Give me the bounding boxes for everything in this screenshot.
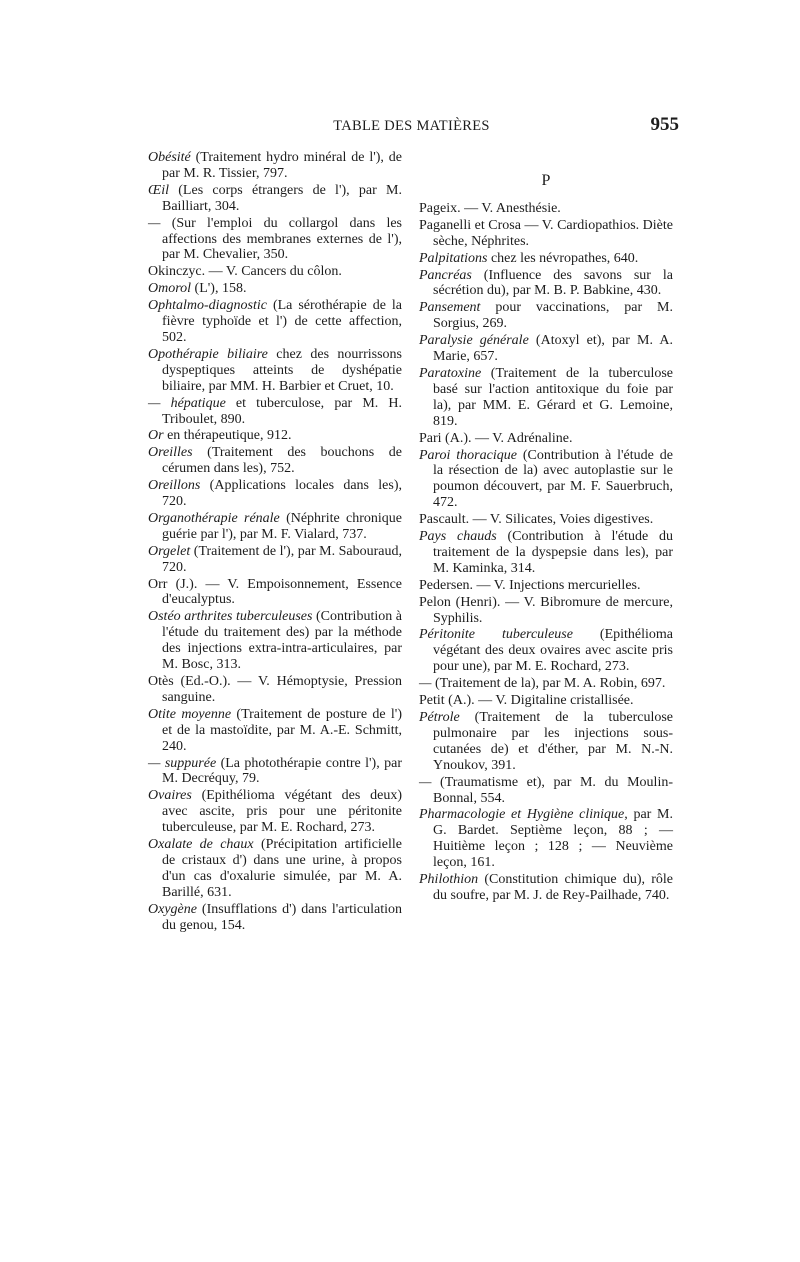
entry-text: Pageix. — V. Anesthésie. [419, 200, 561, 216]
entry-heading: — suppurée [148, 755, 217, 771]
entry-text: (Traitement de la tuberculose pulmonaire par les injections sous-cutanées de) et d'éther, par M. N.-N. Ynoukov, 391. [433, 710, 673, 773]
index-entry [419, 300, 673, 332]
entry-text: Otès (Ed.-O.). — V. Hémoptysie, Pression sanguine. [148, 674, 402, 705]
entry-heading: — [419, 676, 435, 692]
index-entry [419, 578, 673, 594]
entry-text: Okinczyc. — V. Cancers du côlon. [148, 264, 342, 280]
index-entry [148, 281, 402, 297]
index-entry [419, 268, 673, 300]
index-entry [148, 707, 402, 755]
entry-text: (Traitement de posture de l') et de la mastoïdite, par M. A.-E. Schmitt, 240. [162, 706, 402, 754]
index-entry [419, 595, 673, 627]
index-entry [419, 448, 673, 512]
index-entry [148, 298, 402, 346]
entry-text: (Contribution à l'étude de la résection de la) avec autoplastie sur le poumon découvert, par M. F. Sauerbruch, 472. [433, 447, 673, 511]
entry-text: Orr (J.). — V. Empoisonnement, Essence d'eucalyptus. [148, 576, 402, 608]
entry-heading: Péritonite tuberculeuse [419, 627, 573, 643]
entry-text: chez les névropathes, 640. [487, 250, 639, 266]
entry-text: (Epithélioma végétant des deux) avec ascite, pris pour une péritonite tuberculeuse, par M. E. Rochard, 273. [162, 788, 402, 836]
entry-heading: Pharmacologie et Hygiène clinique [419, 807, 625, 823]
entry-text: (Sur l'emploi du collargol dans les affections des membranes externes de l'), par M. Chevalier, 350. [162, 215, 402, 263]
index-entry [148, 544, 402, 576]
entry-text: (Constitution chimique du), rôle du soufre, par M. J. de Rey-Pailhade, 740. [433, 872, 673, 903]
index-entry [419, 431, 673, 447]
entry-heading: Philothion [419, 872, 479, 888]
entry-text: chez des nourrissons dyspeptiques atteints de dyshépatie biliaire, par MM. H. Barbier et Cruet, 10. [162, 346, 402, 394]
entry-text: (Influence des savons sur la sécrétion du), par M. B. P. Babkine, 430. [433, 267, 673, 299]
entry-text: (La photothérapie contre l'), par M. Decréquy, 79. [162, 755, 402, 787]
entry-heading: Omorol [148, 281, 192, 297]
entry-text: (Contribution à l'étude du traitement des) par la méthode des injections extra-intra-articulaires, par M. Bosc, 313. [162, 609, 402, 673]
entry-text: et tuberculose, par M. H. Triboulet, 890. [162, 395, 403, 427]
entry-heading: Paroi thoracique [419, 447, 517, 463]
entry-text: (Traitement de la tuberculose basé sur l'action antitoxique du foie par la), par MM. E. Gérard et G. Lemoine, 819. [433, 365, 673, 429]
index-entry [148, 577, 402, 609]
entry-heading: Pétrole [419, 710, 460, 725]
entry-heading: Otite moyenne [148, 706, 232, 722]
entry-text: (Néphrite chronique guérie par l'), par M. F. Vialard, 737. [162, 510, 402, 542]
index-entry [148, 788, 402, 836]
entry-text: (L'), 158. [191, 281, 247, 297]
entry-heading: Opothérapie biliaire [148, 346, 268, 362]
index-entry [419, 807, 673, 871]
entry-heading: — hépatique [148, 395, 226, 411]
entry-heading: Paralysie générale [419, 333, 529, 349]
index-entry [419, 693, 673, 709]
entry-heading: Paratoxine [419, 365, 482, 381]
entry-heading: Oxygène [148, 901, 197, 917]
index-entry [148, 837, 402, 901]
entry-text: (Applications locales dans les), 720. [162, 478, 402, 510]
entry-text: Pedersen. — V. Injections mercurielles. [419, 577, 641, 593]
entry-heading: Ovaires [148, 788, 192, 804]
entry-heading: Palpitations [419, 250, 488, 266]
left-column [148, 150, 402, 935]
page-number: 955 [650, 114, 679, 135]
entry-text: (La sérothérapie de la fièvre typhoïde et l') de cette affection, 502. [162, 298, 402, 345]
index-entry [148, 445, 402, 477]
index-entry [419, 529, 673, 577]
entry-heading: Ostéo arthrites tuberculeuses [148, 609, 313, 625]
entry-text: (Traitement hydro minéral de l'), de par M. R. Tissier, 797. [162, 150, 402, 181]
entry-text: (Insufflations d') dans l'articulation du genou, 154. [162, 901, 402, 933]
index-entry [419, 775, 673, 807]
right-entries [419, 201, 673, 904]
index-entry [148, 511, 402, 543]
index-entry [419, 201, 673, 217]
entry-heading: Obésité [148, 150, 191, 165]
entry-heading: Oreillons [148, 478, 201, 494]
entry-heading: Or [148, 428, 164, 444]
entry-text: Pelon (Henri). — V. Bibromure de mercure, Syphilis. [419, 594, 673, 626]
entry-text: Pascault. — V. Silicates, Voies digestives. [419, 512, 654, 528]
index-entry [419, 218, 673, 250]
entry-text: (Traitement de la), par M. A. Robin, 697. [434, 676, 666, 692]
entry-heading: Pansement [419, 300, 481, 316]
entry-heading: Pays chauds [419, 529, 497, 545]
entry-text: (Epithélioma végétant des deux ovaires avec ascite pris pour une), par M. E. Rochard, 273. [433, 627, 673, 675]
index-entry [148, 478, 402, 510]
index-entry [419, 251, 673, 267]
entry-text: (Atoxyl et), par M. A. Marie, 657. [433, 333, 673, 365]
entry-heading: Pancréas [419, 267, 472, 283]
entry-text: (Les corps étrangers de l'), par M. Bailliart, 304. [162, 182, 402, 214]
running-title: TABLE DES MATIÈRES [333, 118, 490, 134]
index-entry [148, 183, 402, 215]
index-entry [148, 216, 402, 264]
index-entry [419, 512, 673, 528]
index-entry [148, 396, 402, 428]
index-entry [148, 902, 402, 934]
index-entry [419, 333, 673, 365]
entry-text: (Contribution à l'étude du traitement de la dyspepsie dans les), par M. Kaminka, 314. [433, 529, 673, 576]
index-entry [148, 756, 402, 788]
entry-heading: Oreilles [148, 445, 193, 461]
index-entry [419, 366, 673, 430]
entry-text: (Traumatisme et), par M. du Moulin-Bonnal, 554. [433, 774, 674, 806]
entry-text: (Précipitation artificielle de cristaux d') dans une urine, à propos d'un cas d'oxalurie simulée, par M. A. Barillé, 631. [162, 837, 402, 900]
entry-heading: — [419, 774, 441, 790]
index-entry [148, 264, 402, 280]
entry-text: (Traitement des bouchons de cérumen dans les), 752. [162, 445, 402, 477]
entry-text: Pari (A.). — V. Adrénaline. [419, 430, 573, 446]
section-letter: P [541, 172, 551, 189]
entry-heading: Oxalate de chaux [148, 837, 254, 853]
entry-text: , par M. G. Bardet. Septième leçon, 88 ; — Huitième leçon ; 128 ; — Neuvième leçon, 161. [433, 807, 673, 871]
index-entry [419, 676, 673, 692]
index-entry [148, 347, 402, 395]
index-entry [148, 674, 402, 706]
entry-text: pour vaccinations, par M. Sorgius, 269. [433, 300, 673, 332]
index-entry [419, 627, 673, 675]
index-entry [419, 872, 673, 904]
entry-text: Petit (A.). — V. Digitaline cristallisée. [419, 693, 634, 709]
page-header [148, 112, 679, 142]
index-entry [419, 710, 673, 774]
entry-text: (Traitement de l'), par M. Sabouraud, 720. [162, 543, 402, 575]
index-entry [148, 609, 402, 673]
entry-heading: Œil [148, 182, 169, 198]
right-column [419, 163, 673, 905]
entry-heading: Orgelet [148, 543, 191, 559]
entry-text: en thérapeutique, 912. [163, 428, 292, 444]
index-entry [148, 150, 402, 182]
index-entry [148, 428, 402, 444]
entry-heading: — [148, 215, 172, 231]
entry-heading: Ophtalmo-diagnostic [148, 298, 267, 314]
entry-heading: Organothérapie rénale [148, 510, 280, 526]
entry-text: Paganelli et Crosa — V. Cardiopathios. Diète sèche, Néphrites. [419, 217, 673, 249]
